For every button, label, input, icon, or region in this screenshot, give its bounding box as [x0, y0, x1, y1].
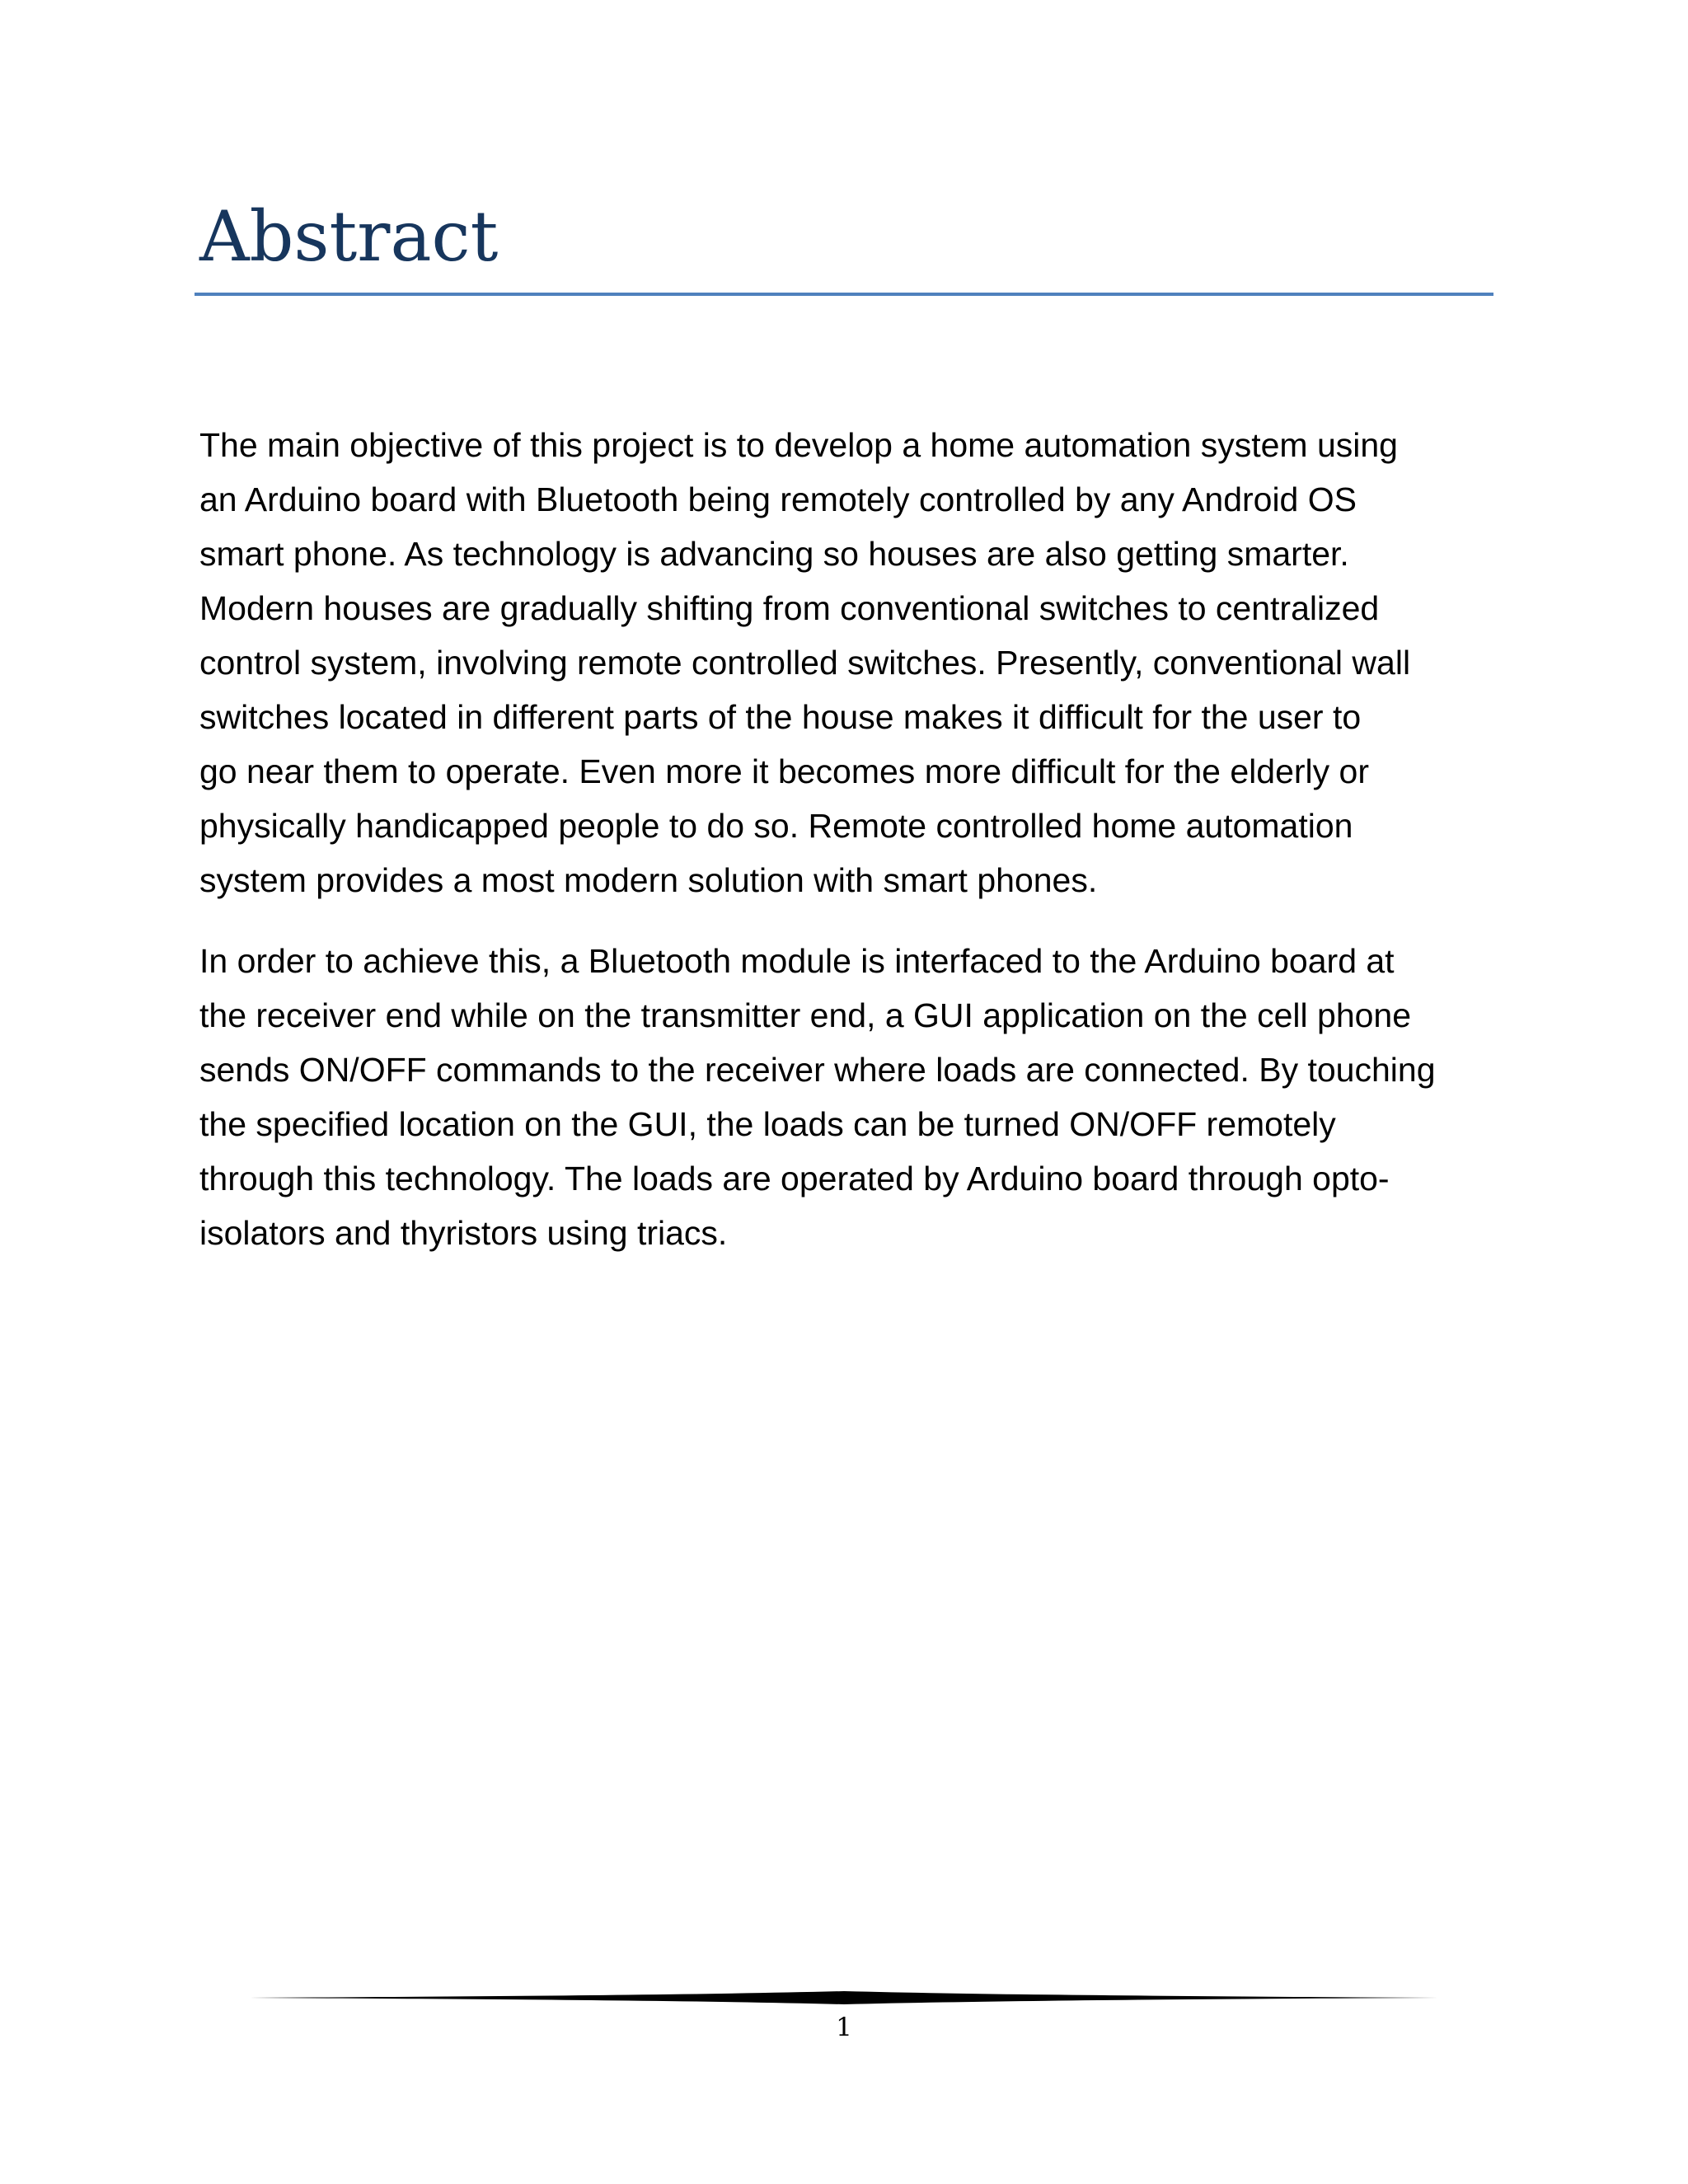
paragraph-line: an Arduino board with Bluetooth being remotely controlled by any Android OS — [199, 480, 1357, 518]
title-underline — [195, 293, 1493, 296]
footer-divider-shape — [250, 1991, 1438, 2004]
paragraph-line: sends ON/OFF commands to the receiver where loads are connected. By touching — [199, 1051, 1436, 1089]
page-number: 1 — [836, 2013, 852, 2042]
abstract-body — [199, 418, 1502, 1286]
paragraph-line: physically handicapped people to do so. Remote controlled home automation — [199, 807, 1353, 845]
paragraph-line: through this technology. The loads are operated by Arduino board through opto- — [199, 1160, 1390, 1197]
paragraph-line: the specified location on the GUI, the loads can be turned ON/OFF remotely — [199, 1105, 1336, 1143]
paragraph-line: system provides a most modern solution with smart phones. — [199, 861, 1098, 899]
paragraph-line: smart phone. As technology is advancing so houses are also getting smarter. — [199, 535, 1349, 573]
paragraph-line: isolators and thyristors using triacs. — [199, 1214, 728, 1252]
footer-divider — [250, 1986, 1438, 2009]
page-title: Abstract — [199, 196, 499, 277]
paragraph-2 — [199, 934, 1502, 1260]
paragraph-line: The main objective of this project is to develop a home automation system using — [199, 426, 1398, 464]
paragraph-line: the receiver end while on the transmitter end, a GUI application on the cell phone — [199, 996, 1412, 1034]
paragraph-line: switches located in different parts of the house makes it difficult for the user to — [199, 698, 1362, 736]
paragraph-1 — [199, 418, 1502, 907]
paragraph-line: Modern houses are gradually shifting from conventional switches to centralized — [199, 589, 1380, 627]
paragraph-line: In order to achieve this, a Bluetooth module is interfaced to the Arduino board at — [199, 942, 1395, 980]
paragraph-line: control system, involving remote controlled switches. Presently, conventional wall — [199, 644, 1411, 682]
paragraph-line: go near them to operate. Even more it becomes more difficult for the elderly or — [199, 752, 1370, 790]
